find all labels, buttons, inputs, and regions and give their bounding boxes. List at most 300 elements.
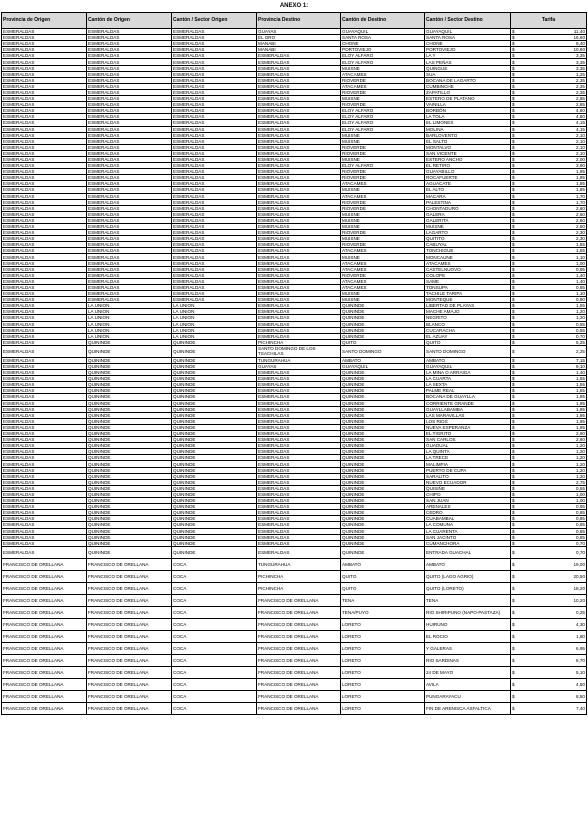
cell-provincia-destino: ESMERALDAS	[257, 424, 341, 430]
cell-sector-origen: ESMERALDAS	[172, 59, 257, 65]
table-row	[2, 546, 587, 558]
cell-canton-origen: QUININDE	[87, 534, 172, 540]
cell-canton-origen: ESMERALDAS	[87, 150, 172, 156]
cell-sector-origen: ESMERALDAS	[172, 260, 257, 266]
cell-provincia-origen: ESMERALDAS	[2, 41, 87, 47]
cell-sector-destino: LA MINA O ARRAIGA	[425, 370, 511, 376]
cell-sector-destino: NUEVO ECUADOR	[425, 479, 511, 485]
table-row	[2, 594, 587, 606]
cell-provincia-destino: PICHINCHA	[257, 339, 341, 345]
currency-symbol: $	[512, 254, 515, 260]
currency-symbol: $	[512, 236, 515, 242]
table-header	[2, 13, 587, 29]
tarifa-value: 1,85	[576, 181, 585, 187]
tarifa-value: 3,90	[576, 163, 585, 169]
cell-canton-destino: QUININDE	[341, 431, 425, 437]
cell-canton-destino: QUININDE	[341, 400, 425, 406]
currency-symbol: $	[512, 693, 515, 699]
cell-tarifa	[511, 570, 587, 582]
cell-provincia-destino: ESMERALDAS	[257, 126, 341, 132]
cell-canton-destino: RIOVERDE	[341, 77, 425, 83]
cell-sector-destino: BORBÓN	[425, 108, 511, 114]
cell-sector-destino: LA SEXTA	[425, 382, 511, 388]
cell-canton-destino: QUININDE	[341, 303, 425, 309]
cell-provincia-destino: ESMERALDAS	[257, 309, 341, 315]
currency-symbol: $	[512, 424, 515, 430]
cell-sector-destino: CHONTADURO	[425, 205, 511, 211]
currency-symbol: $	[512, 193, 515, 199]
cell-canton-origen: ESMERALDAS	[87, 169, 172, 175]
currency-symbol: $	[512, 230, 515, 236]
cell-sector-destino: 24 DE MAYO	[425, 666, 511, 678]
cell-sector-destino: CORRIENTE GRANDE	[425, 400, 511, 406]
cell-canton-destino: QUININDE	[341, 443, 425, 449]
tarifa-value: 4,80	[576, 108, 585, 114]
cell-sector-destino: RIO SHIRIPUNO (NAPO-PASTAZA)	[425, 606, 511, 618]
cell-canton-destino: RIOVERDE	[341, 150, 425, 156]
tarifa-value: 2,10	[576, 144, 585, 150]
cell-provincia-destino: MANABI	[257, 41, 341, 47]
table-row	[2, 654, 587, 666]
cell-tarifa	[511, 345, 587, 357]
tarifa-value: 1,95	[576, 394, 585, 400]
tarifa-value: 1,95	[576, 418, 585, 424]
currency-symbol: $	[512, 485, 515, 491]
cell-provincia-origen: ESMERALDAS	[2, 224, 87, 230]
cell-provincia-origen: FRANCISCO DE ORELLANA	[2, 594, 87, 606]
cell-provincia-destino: FRANCISCO DE ORELLANA	[257, 642, 341, 654]
tarifa-value: 1,70	[576, 199, 585, 205]
cell-sector-origen: QUININDE	[172, 394, 257, 400]
cell-provincia-origen: ESMERALDAS	[2, 205, 87, 211]
cell-canton-origen: QUININDE	[87, 412, 172, 418]
cell-canton-destino: QUININDE	[341, 418, 425, 424]
cell-tarifa	[511, 582, 587, 594]
cell-provincia-origen: ESMERALDAS	[2, 485, 87, 491]
cell-sector-origen: ESMERALDAS	[172, 47, 257, 53]
tarifa-value: 2,25	[576, 348, 585, 354]
cell-sector-origen: ESMERALDAS	[172, 217, 257, 223]
cell-sector-origen: COCA	[172, 606, 257, 618]
cell-sector-origen: QUININDE	[172, 345, 257, 357]
cell-provincia-destino: ESMERALDAS	[257, 327, 341, 333]
cell-sector-origen: ESMERALDAS	[172, 150, 257, 156]
cell-canton-destino: TENA/PUYO	[341, 606, 425, 618]
tarifa-value: 6,95	[576, 645, 585, 651]
cell-sector-origen: COCA	[172, 690, 257, 702]
tarifa-value: 0,85	[576, 534, 585, 540]
cell-provincia-origen: FRANCISCO DE ORELLANA	[2, 702, 87, 714]
cell-sector-destino: GUADUAL	[425, 443, 511, 449]
cell-provincia-origen: ESMERALDAS	[2, 431, 87, 437]
cell-provincia-origen: ESMERALDAS	[2, 309, 87, 315]
cell-provincia-origen: ESMERALDAS	[2, 363, 87, 369]
cell-provincia-destino: ESMERALDAS	[257, 120, 341, 126]
cell-canton-destino: MUISNE	[341, 224, 425, 230]
cell-canton-destino: QUININDE	[341, 540, 425, 546]
cell-canton-destino: PORTOVIEJO	[341, 47, 425, 53]
cell-provincia-destino: ESMERALDAS	[257, 394, 341, 400]
currency-symbol: $	[512, 412, 515, 418]
cell-sector-origen: QUININDE	[172, 412, 257, 418]
cell-provincia-destino: FRANCISCO DE ORELLANA	[257, 594, 341, 606]
cell-provincia-destino: ESMERALDAS	[257, 199, 341, 205]
cell-sector-origen: QUININDE	[172, 516, 257, 522]
cell-provincia-destino: ESMERALDAS	[257, 65, 341, 71]
cell-provincia-origen: ESMERALDAS	[2, 327, 87, 333]
cell-sector-origen: QUININDE	[172, 424, 257, 430]
tarifa-value: 1,55	[576, 382, 585, 388]
cell-sector-destino: EL SALTO	[425, 138, 511, 144]
cell-canton-origen: ESMERALDAS	[87, 163, 172, 169]
cell-sector-destino: AVILA	[425, 678, 511, 690]
cell-sector-origen: ESMERALDAS	[172, 96, 257, 102]
cell-provincia-origen: ESMERALDAS	[2, 455, 87, 461]
cell-provincia-destino: EL ORO	[257, 35, 341, 41]
cell-canton-destino: QUININDE	[341, 473, 425, 479]
cell-sector-destino: QUISIÑE	[425, 485, 511, 491]
tarifa-value: 0,85	[576, 528, 585, 534]
cell-sector-destino: VAINILLA	[425, 102, 511, 108]
cell-canton-destino: QUININDE	[341, 424, 425, 430]
cell-sector-destino: CUMANCHORA	[425, 540, 511, 546]
cell-sector-destino: HUIRUNO	[425, 618, 511, 630]
cell-sector-origen: COCA	[172, 618, 257, 630]
cell-provincia-destino: ESMERALDAS	[257, 144, 341, 150]
cell-canton-destino: SANTA ROSA	[341, 35, 425, 41]
cell-sector-origen: ESMERALDAS	[172, 77, 257, 83]
cell-canton-destino: RIOVERDE	[341, 169, 425, 175]
currency-symbol: $	[512, 187, 515, 193]
cell-provincia-destino: ESMERALDAS	[257, 278, 341, 284]
tarifa-value: 5,10	[576, 669, 585, 675]
cell-provincia-origen: ESMERALDAS	[2, 230, 87, 236]
cell-provincia-destino: ESMERALDAS	[257, 406, 341, 412]
cell-sector-origen: QUININDE	[172, 461, 257, 467]
cell-sector-destino: TONSUPA	[425, 284, 511, 290]
currency-symbol: $	[512, 561, 515, 567]
cell-canton-destino: AMBATO	[341, 558, 425, 570]
currency-symbol: $	[512, 175, 515, 181]
cell-provincia-origen: ESMERALDAS	[2, 65, 87, 71]
tarifa-value: 2,30	[576, 230, 585, 236]
cell-provincia-origen: ESMERALDAS	[2, 236, 87, 242]
cell-provincia-origen: ESMERALDAS	[2, 199, 87, 205]
table-row	[2, 678, 587, 690]
tarifa-value: 2,60	[576, 431, 585, 437]
cell-canton-destino: LORETO	[341, 666, 425, 678]
cell-tarifa	[511, 702, 587, 714]
cell-canton-destino: LORETO	[341, 702, 425, 714]
cell-canton-origen: LA UNION	[87, 315, 172, 321]
currency-symbol: $	[512, 77, 515, 83]
cell-provincia-destino: ESMERALDAS	[257, 498, 341, 504]
cell-canton-destino: QUITO	[341, 570, 425, 582]
cell-sector-origen: ESMERALDAS	[172, 83, 257, 89]
cell-sector-destino: LAS PEÑAS	[425, 59, 511, 65]
cell-provincia-origen: FRANCISCO DE ORELLANA	[2, 570, 87, 582]
cell-sector-origen: ESMERALDAS	[172, 284, 257, 290]
cell-provincia-origen: FRANCISCO DE ORELLANA	[2, 606, 87, 618]
cell-canton-destino: CHONE	[341, 41, 425, 47]
tarifa-value: 1,20	[576, 467, 585, 473]
tarifa-value: 2,60	[576, 224, 585, 230]
cell-sector-destino: GALERA	[425, 211, 511, 217]
cell-canton-destino: RIOVERDE	[341, 272, 425, 278]
cell-provincia-destino: ESMERALDAS	[257, 467, 341, 473]
cell-sector-origen: ESMERALDAS	[172, 53, 257, 59]
cell-provincia-destino: ESMERALDAS	[257, 193, 341, 199]
cell-canton-destino: RIOVERDE	[341, 205, 425, 211]
cell-provincia-destino: ESMERALDAS	[257, 297, 341, 303]
currency-symbol: $	[512, 455, 515, 461]
cell-canton-origen: QUININDE	[87, 479, 172, 485]
cell-canton-destino: ATACAMES	[341, 248, 425, 254]
currency-symbol: $	[512, 382, 515, 388]
currency-symbol: $	[512, 303, 515, 309]
tarifa-value: 0,70	[576, 333, 585, 339]
cell-provincia-origen: ESMERALDAS	[2, 291, 87, 297]
tarifa-value: 8,50	[576, 693, 585, 699]
cell-tarifa	[511, 654, 587, 666]
cell-canton-destino: ELOY ALFARO	[341, 163, 425, 169]
currency-symbol: $	[512, 59, 515, 65]
cell-sector-origen: COCA	[172, 702, 257, 714]
cell-provincia-destino: ESMERALDAS	[257, 418, 341, 424]
cell-canton-origen: ESMERALDAS	[87, 89, 172, 95]
cell-provincia-destino: ESMERALDAS	[257, 412, 341, 418]
cell-canton-origen: ESMERALDAS	[87, 120, 172, 126]
cell-sector-origen: COCA	[172, 678, 257, 690]
cell-canton-destino: QUININDE	[341, 437, 425, 443]
cell-sector-origen: QUININDE	[172, 376, 257, 382]
cell-provincia-destino: ESMERALDAS	[257, 443, 341, 449]
cell-provincia-origen: FRANCISCO DE ORELLANA	[2, 666, 87, 678]
cell-sector-origen: ESMERALDAS	[172, 248, 257, 254]
cell-canton-destino: RIOVERDE	[341, 230, 425, 236]
cell-provincia-destino: ESMERALDAS	[257, 437, 341, 443]
cell-provincia-origen: ESMERALDAS	[2, 418, 87, 424]
cell-canton-origen: LA UNION	[87, 321, 172, 327]
cell-provincia-origen: ESMERALDAS	[2, 114, 87, 120]
cell-sector-origen: COCA	[172, 666, 257, 678]
cell-sector-origen: ESMERALDAS	[172, 29, 257, 35]
cell-tarifa	[511, 546, 587, 558]
tarifa-value: 1,20	[576, 443, 585, 449]
cell-sector-destino: AMBATO	[425, 558, 511, 570]
cell-provincia-origen: FRANCISCO DE ORELLANA	[2, 690, 87, 702]
cell-sector-origen: ESMERALDAS	[172, 163, 257, 169]
cell-provincia-destino: ESMERALDAS	[257, 156, 341, 162]
cell-sector-destino: TENA	[425, 594, 511, 606]
tarifa-value: 1,20	[576, 315, 585, 321]
cell-sector-origen: ESMERALDAS	[172, 181, 257, 187]
currency-symbol: $	[512, 621, 515, 627]
currency-symbol: $	[512, 71, 515, 77]
cell-canton-origen: ESMERALDAS	[87, 156, 172, 162]
cell-canton-origen: QUININDE	[87, 485, 172, 491]
tarifa-value: 0,55	[576, 327, 585, 333]
cell-provincia-origen: FRANCISCO DE ORELLANA	[2, 618, 87, 630]
cell-sector-origen: QUININDE	[172, 522, 257, 528]
cell-canton-origen: ESMERALDAS	[87, 272, 172, 278]
tarifa-value: 2,60	[576, 205, 585, 211]
tarifa-value: 1,20	[576, 455, 585, 461]
cell-provincia-origen: ESMERALDAS	[2, 491, 87, 497]
cell-canton-destino: QUININDE	[341, 321, 425, 327]
cell-canton-origen: QUININDE	[87, 376, 172, 382]
cell-canton-origen: QUININDE	[87, 388, 172, 394]
currency-symbol: $	[512, 534, 515, 540]
cell-sector-origen: QUININDE	[172, 418, 257, 424]
cell-sector-destino: CHONE	[425, 41, 511, 47]
cell-provincia-destino: ESMERALDAS	[257, 449, 341, 455]
currency-symbol: $	[512, 89, 515, 95]
cell-canton-destino: QUININDE	[341, 498, 425, 504]
cell-provincia-destino: ESMERALDAS	[257, 516, 341, 522]
cell-provincia-destino: ESMERALDAS	[257, 181, 341, 187]
cell-canton-origen: ESMERALDAS	[87, 230, 172, 236]
cell-canton-destino: QUININDE	[341, 370, 425, 376]
currency-symbol: $	[512, 516, 515, 522]
cell-provincia-destino: FRANCISCO DE ORELLANA	[257, 702, 341, 714]
cell-sector-destino: CEDRO	[425, 510, 511, 516]
tarifa-value: 19,00	[573, 561, 585, 567]
cell-sector-destino: SAN VICENTE	[425, 150, 511, 156]
cell-sector-destino: SAN JUAN	[425, 498, 511, 504]
table-row	[2, 702, 587, 714]
header-provincia-destino: Provincia Destino	[257, 13, 341, 29]
cell-provincia-origen: ESMERALDAS	[2, 132, 87, 138]
currency-symbol: $	[512, 309, 515, 315]
cell-provincia-destino: ESMERALDAS	[257, 53, 341, 59]
currency-symbol: $	[512, 83, 515, 89]
cell-sector-origen: QUININDE	[172, 528, 257, 534]
cell-canton-origen: ESMERALDAS	[87, 114, 172, 120]
currency-symbol: $	[512, 163, 515, 169]
cell-sector-origen: ESMERALDAS	[172, 114, 257, 120]
table-row	[2, 582, 587, 594]
currency-symbol: $	[512, 681, 515, 687]
cell-canton-destino: MUISNE	[341, 138, 425, 144]
cell-sector-destino: EL LIMONES	[425, 120, 511, 126]
currency-symbol: $	[512, 376, 515, 382]
cell-provincia-destino: ESMERALDAS	[257, 71, 341, 77]
currency-symbol: $	[512, 291, 515, 297]
cell-sector-origen: QUININDE	[172, 467, 257, 473]
tarifa-value: 1,95	[576, 175, 585, 181]
currency-symbol: $	[512, 333, 515, 339]
cell-provincia-destino: ESMERALDAS	[257, 230, 341, 236]
cell-sector-origen: QUININDE	[172, 449, 257, 455]
cell-sector-destino: MONTEQUE	[425, 297, 511, 303]
currency-symbol: $	[512, 406, 515, 412]
currency-symbol: $	[512, 297, 515, 303]
currency-symbol: $	[512, 272, 515, 278]
cell-sector-destino: BOCANA DE GUAYLLA	[425, 394, 511, 400]
cell-provincia-destino: ESMERALDAS	[257, 400, 341, 406]
cell-sector-destino: TACHILE TARIPA	[425, 291, 511, 297]
cell-canton-origen: ESMERALDAS	[87, 297, 172, 303]
cell-provincia-destino: ESMERALDAS	[257, 455, 341, 461]
cell-provincia-destino: TUNGURAHUA	[257, 558, 341, 570]
cell-sector-destino: ARENALES	[425, 504, 511, 510]
cell-canton-origen: ESMERALDAS	[87, 224, 172, 230]
tarifa-value: 1,20	[576, 473, 585, 479]
cell-canton-destino: QUININDE	[341, 522, 425, 528]
tarifa-value: 3,35	[576, 53, 585, 59]
cell-canton-origen: ESMERALDAS	[87, 29, 172, 35]
cell-provincia-destino: ESMERALDAS	[257, 169, 341, 175]
cell-provincia-destino: TUNGURAHUA	[257, 357, 341, 363]
tarifa-value: 1,55	[576, 388, 585, 394]
tarifa-value: 2,75	[576, 479, 585, 485]
cell-sector-destino: QUITO (LAGO AGRIO)	[425, 570, 511, 582]
cell-sector-destino: MOLINA	[425, 126, 511, 132]
cell-sector-destino: GUAYAQUIL	[425, 29, 511, 35]
cell-sector-origen: ESMERALDAS	[172, 236, 257, 242]
cell-provincia-destino: ESMERALDAS	[257, 96, 341, 102]
cell-canton-origen: LA UNION	[87, 309, 172, 315]
cell-provincia-destino: ESMERALDAS	[257, 102, 341, 108]
cell-canton-origen: QUININDE	[87, 546, 172, 558]
tarifa-value: 2,00	[576, 157, 585, 163]
cell-provincia-destino: ESMERALDAS	[257, 224, 341, 230]
cell-provincia-destino: ESMERALDAS	[257, 510, 341, 516]
cell-provincia-origen: ESMERALDAS	[2, 83, 87, 89]
cell-canton-destino: QUININDE	[341, 327, 425, 333]
cell-sector-origen: ESMERALDAS	[172, 65, 257, 71]
tarifa-value: 1,00	[576, 491, 585, 497]
table-row	[2, 618, 587, 630]
cell-provincia-origen: FRANCISCO DE ORELLANA	[2, 654, 87, 666]
cell-sector-destino: LAGARTO	[425, 230, 511, 236]
cell-canton-destino: QUININDE	[341, 406, 425, 412]
cell-sector-origen: QUININDE	[172, 479, 257, 485]
cell-sector-destino: AMBATO	[425, 357, 511, 363]
cell-canton-destino: LORETO	[341, 618, 425, 630]
cell-provincia-origen: ESMERALDAS	[2, 449, 87, 455]
cell-sector-destino: GUAYABILLO	[425, 169, 511, 175]
cell-sector-destino: QUITITO	[425, 236, 511, 242]
cell-sector-origen: COCA	[172, 630, 257, 642]
currency-symbol: $	[512, 705, 515, 711]
cell-sector-origen: QUININDE	[172, 363, 257, 369]
cell-sector-destino: FIN DE ARENISCA ASFALTICA	[425, 702, 511, 714]
currency-symbol: $	[512, 242, 515, 248]
currency-symbol: $	[512, 504, 515, 510]
cell-canton-origen: ESMERALDAS	[87, 187, 172, 193]
cell-canton-destino: MUISNE	[341, 65, 425, 71]
cell-canton-destino: GUAYAQUIL	[341, 29, 425, 35]
currency-symbol: $	[512, 181, 515, 187]
cell-provincia-origen: ESMERALDAS	[2, 266, 87, 272]
cell-sector-origen: ESMERALDAS	[172, 187, 257, 193]
cell-provincia-origen: ESMERALDAS	[2, 272, 87, 278]
cell-sector-destino: COLOPE	[425, 272, 511, 278]
tarifa-value: 16,60	[573, 35, 585, 41]
cell-canton-origen: ESMERALDAS	[87, 65, 172, 71]
cell-canton-origen: QUININDE	[87, 400, 172, 406]
cell-sector-destino: PUNGARAYACU	[425, 690, 511, 702]
cell-provincia-destino: ESMERALDAS	[257, 291, 341, 297]
cell-sector-destino: NEGRITO	[425, 315, 511, 321]
cell-sector-origen: QUININDE	[172, 400, 257, 406]
cell-provincia-origen: ESMERALDAS	[2, 321, 87, 327]
cell-sector-destino: CABUYAL	[425, 242, 511, 248]
cell-provincia-destino: ESMERALDAS	[257, 266, 341, 272]
cell-provincia-destino: GUAYAS	[257, 363, 341, 369]
